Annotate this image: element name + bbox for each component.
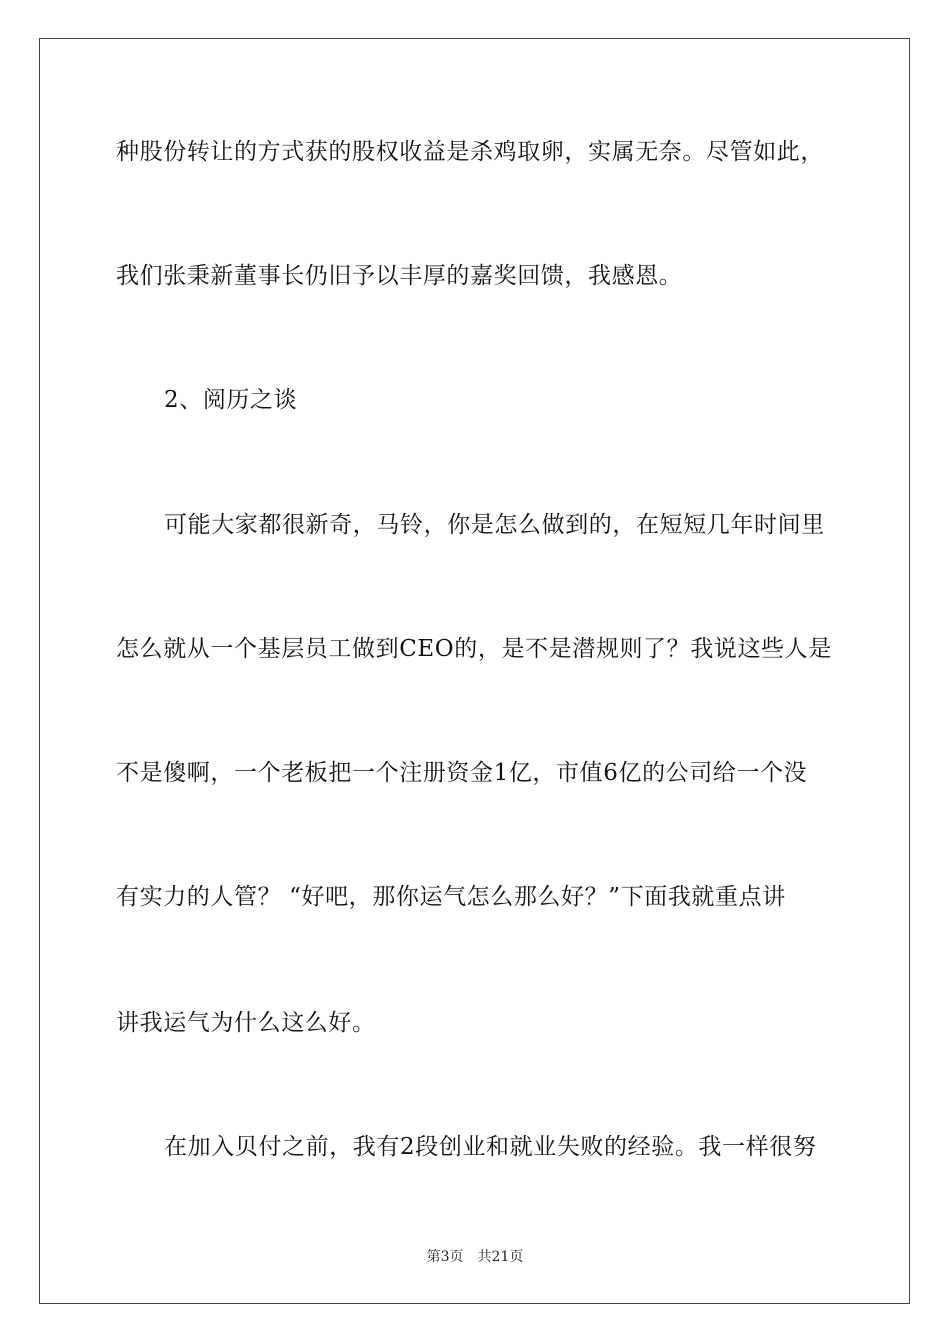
page-footer: [0, 1248, 950, 1266]
body-text-line: 不是傻啊，一个老板把一个注册资金1亿，市值6亿的公司给一个没: [116, 760, 808, 786]
page-border: [39, 38, 910, 1304]
body-text-line: 种股份转让的方式获的股权收益是杀鸡取卵，实属无奈。尽管如此，: [116, 139, 824, 165]
body-text-line: 有实力的人管？ “好吧，那你运气怎么那么好？”下面我就重点讲: [116, 884, 786, 910]
body-text-line: 可能大家都很新奇，马铃，你是怎么做到的，在短短几年时间里: [164, 512, 825, 538]
body-text-line: 我们张秉新董事长仍旧予以丰厚的嘉奖回馈，我感恩。: [116, 263, 683, 289]
total-pages: 共21页: [477, 1249, 524, 1265]
section-heading: 2、阅历之谈: [164, 387, 298, 413]
body-text-line: 在加入贝付之前，我有2段创业和就业失败的经验。我一样很努: [164, 1134, 817, 1160]
page-number: 第3页: [426, 1249, 464, 1265]
body-text-line: 讲我运气为什么这么好。: [116, 1010, 376, 1036]
body-text-line: 怎么就从一个基层员工做到CEO的，是不是潜规则了？我说这些人是: [116, 636, 832, 662]
